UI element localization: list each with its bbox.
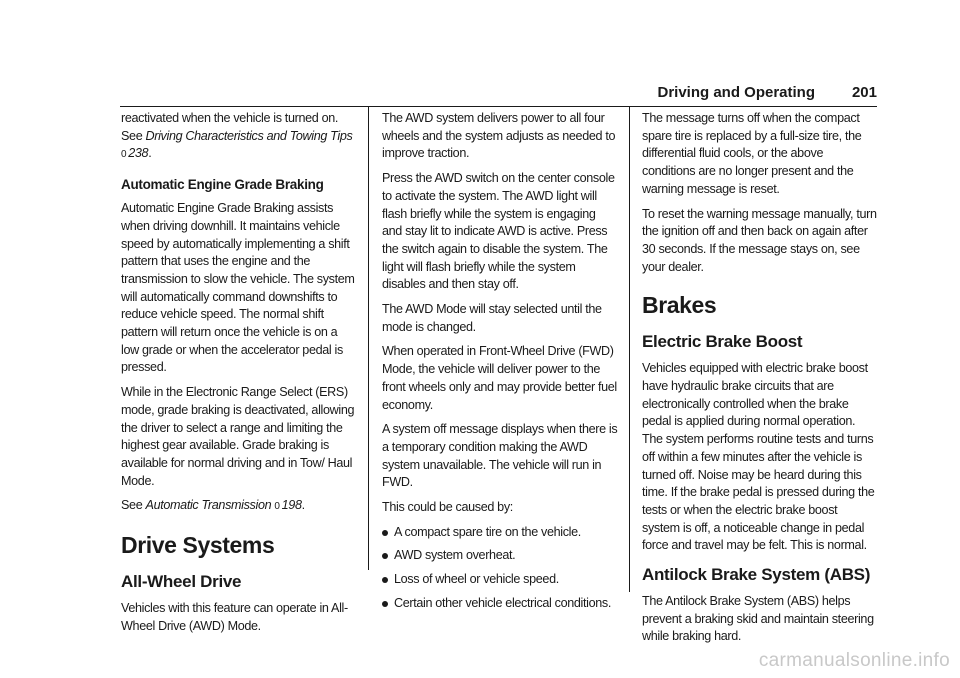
cause-list [382, 524, 618, 613]
heading-all-wheel-drive: All-Wheel Drive [121, 572, 242, 592]
list-item-text: Certain other vehicle electrical conditions. [394, 595, 612, 610]
column-1 [121, 110, 356, 642]
cross-reference-link[interactable]: Automatic Transmission [145, 498, 272, 513]
paragraph: Press the AWD switch on the center console to activate the system. The AWD light will flash briefly while the system is engaging and stay lit to indicate AWD is active. Press the switch again to disable the system. The light will flash briefly while the system disables and then stay off. [382, 171, 615, 292]
list-item [382, 571, 618, 589]
cross-reference-link[interactable]: Driving Characteristics and Towing Tips [145, 128, 353, 143]
list-item-text: A compact spare tire on the vehicle. [394, 524, 581, 539]
list-item [382, 547, 618, 565]
paragraph: While in the Electronic Range Select (ERS) mode, grade braking is deactivated, allowing the driver to select a range and limiting the highest gear available. Grade braking is available for normal driving and in Tow/ Haul Mode. [121, 385, 355, 488]
list-item-text: AWD system overheat. [394, 548, 516, 563]
column-2 [382, 110, 618, 619]
punctuation: . [148, 146, 152, 161]
page-reference[interactable]: 238 [128, 146, 149, 161]
paragraph: When operated in Front-Wheel Drive (FWD) Mode, the vehicle will deliver power to the front wheels only and may provide better fuel economy. [382, 344, 617, 412]
page-reference[interactable]: 198 [281, 498, 302, 513]
column-3 [642, 110, 878, 653]
see-text: See [121, 128, 146, 143]
punctuation: . [301, 498, 305, 513]
bullet-icon [382, 577, 388, 583]
list-item [382, 595, 618, 613]
paragraph: To reset the warning message manually, turn the ignition off and then back on again after 30 seconds. If the message stays on, see your dealer. [642, 206, 877, 274]
heading-grade-braking: Automatic Engine Grade Braking [121, 177, 324, 193]
page-ref-arrow-icon: 0 [121, 149, 127, 161]
heading-drive-systems: Drive Systems [121, 532, 275, 559]
bullet-icon [382, 530, 388, 536]
paragraph-text: reactivated when the vehicle is turned on. [121, 111, 339, 125]
page-header [0, 84, 877, 104]
paragraph: A system off message displays when there is a temporary condition making the AWD system unavailable. The vehicle will run in FWD. [382, 422, 618, 490]
heading-electric-brake-boost: Electric Brake Boost [642, 332, 803, 352]
paragraph: Automatic Engine Grade Braking assists when driving downhill. It maintains vehicle speed by automatically implementing a shift pattern that uses the engine and the transmission to slow the vehicle. The system will automatically command downshifts to reduce vehicle speed. The normal shift pattern will return once the vehicle is on a low grade or when the accelerator pedal is pressed. [121, 201, 355, 375]
column-divider [629, 106, 630, 592]
paragraph: Vehicles equipped with electric brake boost have hydraulic brake circuits that are electronically controlled when the brake pedal is applied during normal operation. The system performs routine tests and turns off within a few minutes after the vehicle is turned off. Noise may be heard during this time. If the brake pedal is pressed during the tests or when the electric brake boost system is off, a noticeable change in pedal force and travel may be felt. This is normal. [642, 361, 875, 553]
see-text: See [121, 498, 146, 513]
heading-abs: Antilock Brake System (ABS) [642, 565, 871, 585]
paragraph: The AWD system delivers power to all four wheels and the system adjusts as needed to improve traction. [382, 111, 616, 161]
heading-brakes: Brakes [642, 292, 717, 319]
paragraph: This could be caused by: [382, 500, 513, 515]
section-title: Driving and Operating [657, 84, 815, 101]
paragraph [121, 497, 356, 516]
page-ref-arrow-icon: 0 [274, 501, 280, 513]
watermark: carmanualsonline.info [758, 650, 950, 671]
header-rule [120, 106, 877, 107]
paragraph: The Antilock Brake System (ABS) helps prevent a braking skid and maintain steering while braking hard. [642, 594, 874, 644]
page-number: 201 [851, 84, 877, 101]
paragraph: The AWD Mode will stay selected until the mode is changed. [382, 302, 602, 334]
bullet-icon [382, 553, 388, 559]
column-divider [368, 106, 369, 570]
paragraph: The message turns off when the compact spare tire is replaced by a full-size tire, the differential fluid cools, or the above conditions are no longer present and the warning message is reset. [642, 111, 862, 196]
paragraph [121, 110, 356, 164]
list-item [382, 524, 618, 542]
paragraph: Vehicles with this feature can operate in All-Wheel Drive (AWD) Mode. [121, 601, 348, 633]
bullet-icon [382, 601, 388, 607]
list-item-text: Loss of wheel or vehicle speed. [394, 572, 559, 587]
